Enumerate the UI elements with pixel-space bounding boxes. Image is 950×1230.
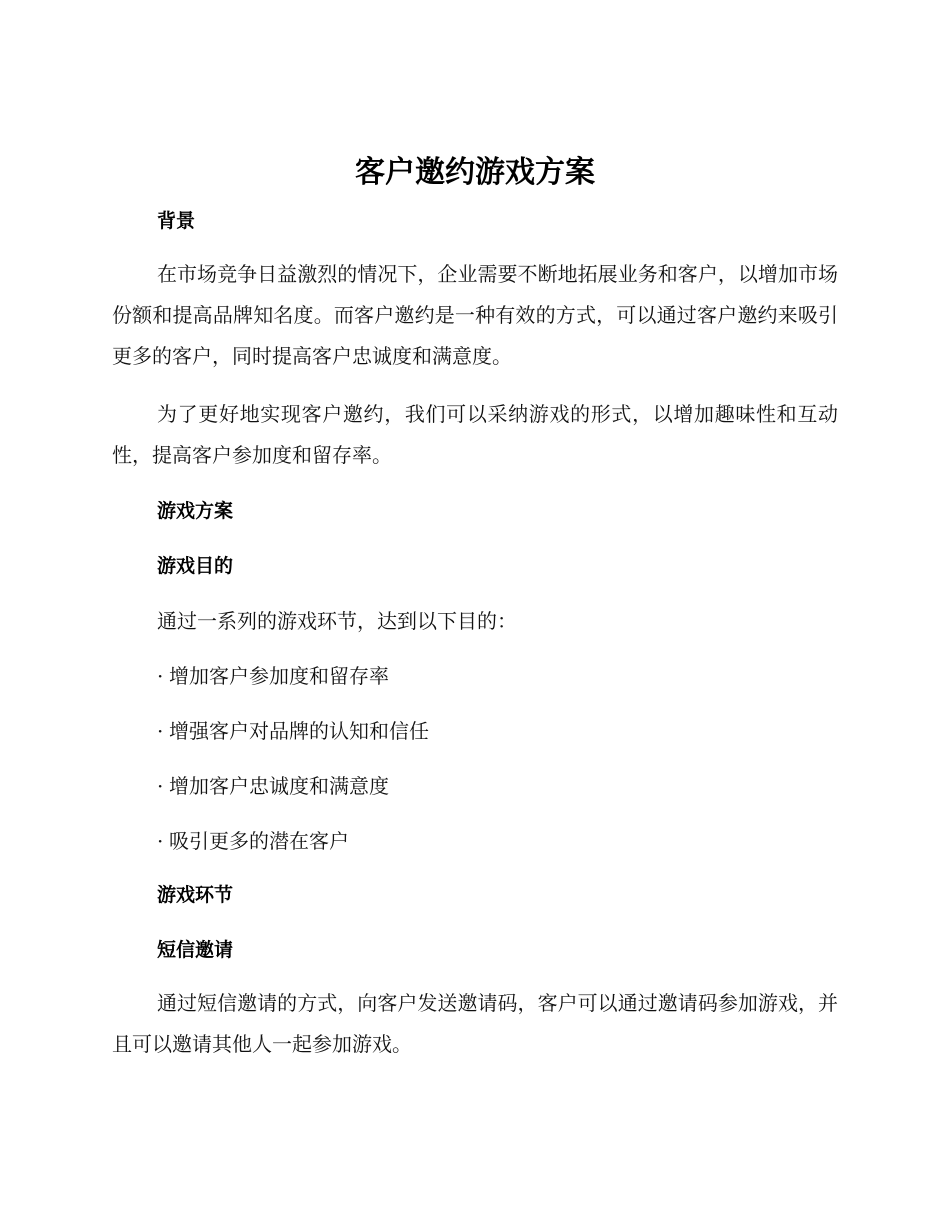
bullet-icon: ·	[157, 829, 164, 853]
bullet-icon: ·	[157, 774, 164, 798]
list-item	[157, 771, 389, 801]
bullet-icon: ·	[157, 664, 164, 688]
heading-game-purpose: 游戏目的	[157, 555, 234, 577]
heading-sms-invitation: 短信邀请	[157, 939, 234, 961]
list-item	[157, 826, 349, 856]
heading-game-plan: 游戏方案	[157, 500, 234, 522]
paragraph-background-2: 为了更好地实现客户邀约，我们可以采纳游戏的形式，以增加趣味性和互动性，提高客户参加度和留存率。	[112, 402, 838, 467]
list-item-text: 增加客户参加度和留存率	[169, 664, 389, 688]
paragraph-sms-invitation: 通过短信邀请的方式，向客户发送邀请码，客户可以通过邀请码参加游戏，并且可以邀请其他人一起参加游戏。	[112, 991, 838, 1056]
paragraph-background-1: 在市场竞争日益激烈的情况下，企业需要不断地拓展业务和客户，以增加市场份额和提高品牌知名度。而客户邀约是一种有效的方式，可以通过客户邀约来吸引更多的客户，同时提高客户忠诚度和满意度。	[112, 262, 838, 368]
heading-game-stages: 游戏环节	[157, 884, 234, 906]
bullet-icon: ·	[157, 719, 164, 743]
purpose-intro: 通过一系列的游戏环节，达到以下目的：	[157, 609, 517, 633]
list-item-text: 增加客户忠诚度和满意度	[169, 774, 389, 798]
list-item-text: 增强客户对品牌的认知和信任	[169, 719, 429, 743]
list-item	[157, 661, 389, 691]
list-item-text: 吸引更多的潜在客户	[169, 829, 349, 853]
heading-background: 背景	[157, 210, 196, 232]
list-item	[157, 716, 429, 746]
document-title: 客户邀约游戏方案	[355, 155, 595, 190]
